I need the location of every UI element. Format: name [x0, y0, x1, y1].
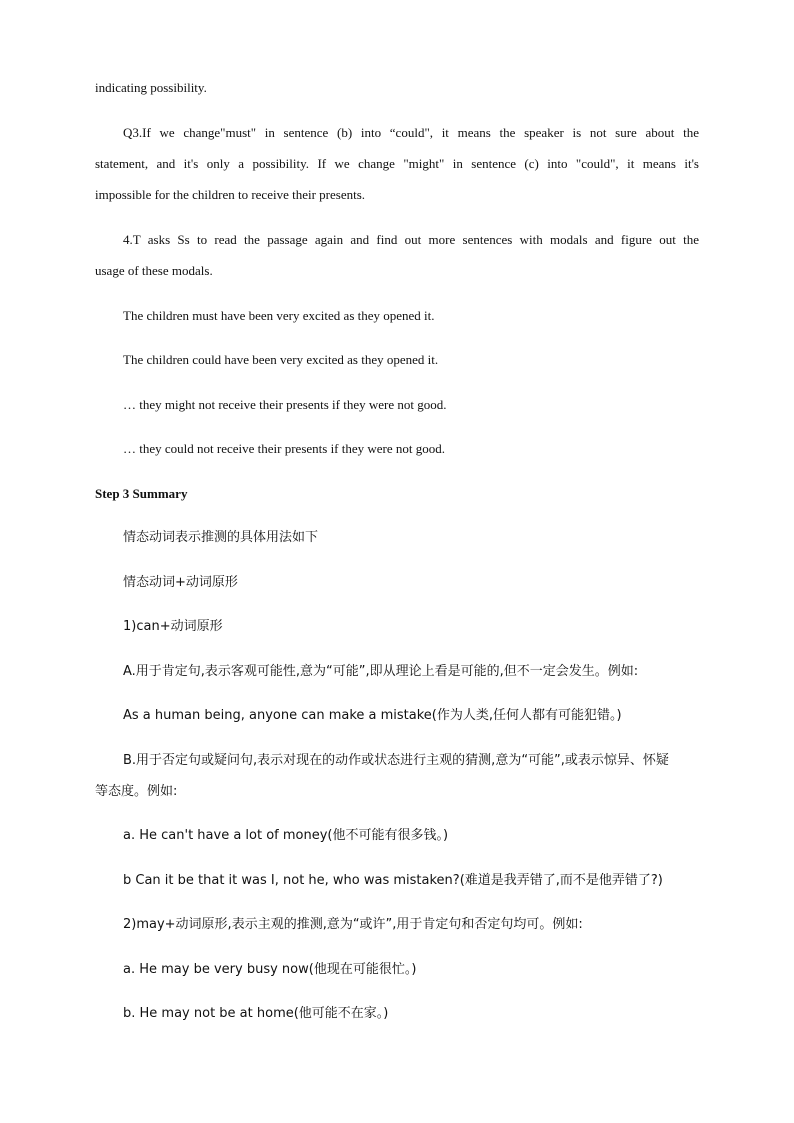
text-line: 2)may+动词原形,表示主观的推测,意为“或许”,用于肯定句和否定句均可。例如: — [123, 917, 583, 932]
text-line: indicating possibility. — [95, 80, 207, 95]
text-line: Q3.If we change"must" in sentence (b) into “could", it means the speaker is not sure about the — [123, 125, 699, 140]
text-line: b. He may not be at home(他可能不在家。) — [123, 1006, 389, 1021]
section-heading: Step 3 Summary — [95, 486, 188, 501]
text-line: As a human being, anyone can make a mistake(作为人类,任何人都有可能犯错。) — [123, 708, 622, 723]
text-line: statement, and it's only a possibility. If we change "might" in sentence (c) into "could", it means it's — [95, 156, 699, 171]
example-sentence: The children must have been very excited as they opened it. — [123, 308, 435, 323]
text-line: 情态动词表示推测的具体用法如下 — [123, 530, 319, 545]
text-line: b Can it be that it was I, not he, who was mistaken?(难道是我弄错了,而不是他弄错了?) — [123, 873, 663, 888]
text-line: 1)can+动词原形 — [123, 619, 223, 634]
text-line: 等态度。例如: — [95, 784, 178, 799]
example-sentence: … they could not receive their presents if they were not good. — [123, 441, 446, 456]
example-sentence: The children could have been very excited as they opened it. — [123, 352, 439, 367]
text-line: 4.T asks Ss to read the passage again and find out more sentences with modals and figure out the — [123, 232, 699, 247]
text-line: a. He may be very busy now(他现在可能很忙。) — [123, 962, 417, 977]
text-line: a. He can't have a lot of money(他不可能有很多钱。) — [123, 828, 449, 843]
text-line: 情态动词+动词原形 — [123, 575, 238, 590]
text-line: usage of these modals. — [95, 263, 213, 278]
example-sentence: … they might not receive their presents if they were not good. — [123, 397, 447, 412]
text-line: A.用于肯定句,表示客观可能性,意为“可能”,即从理论上看是可能的,但不一定会发生。例如: — [123, 664, 639, 679]
text-line: impossible for the children to receive their presents. — [95, 187, 366, 202]
text-line: B.用于否定句或疑问句,表示对现在的动作或状态进行主观的猜测,意为“可能”,或表示惊异、怀疑 — [123, 753, 669, 768]
